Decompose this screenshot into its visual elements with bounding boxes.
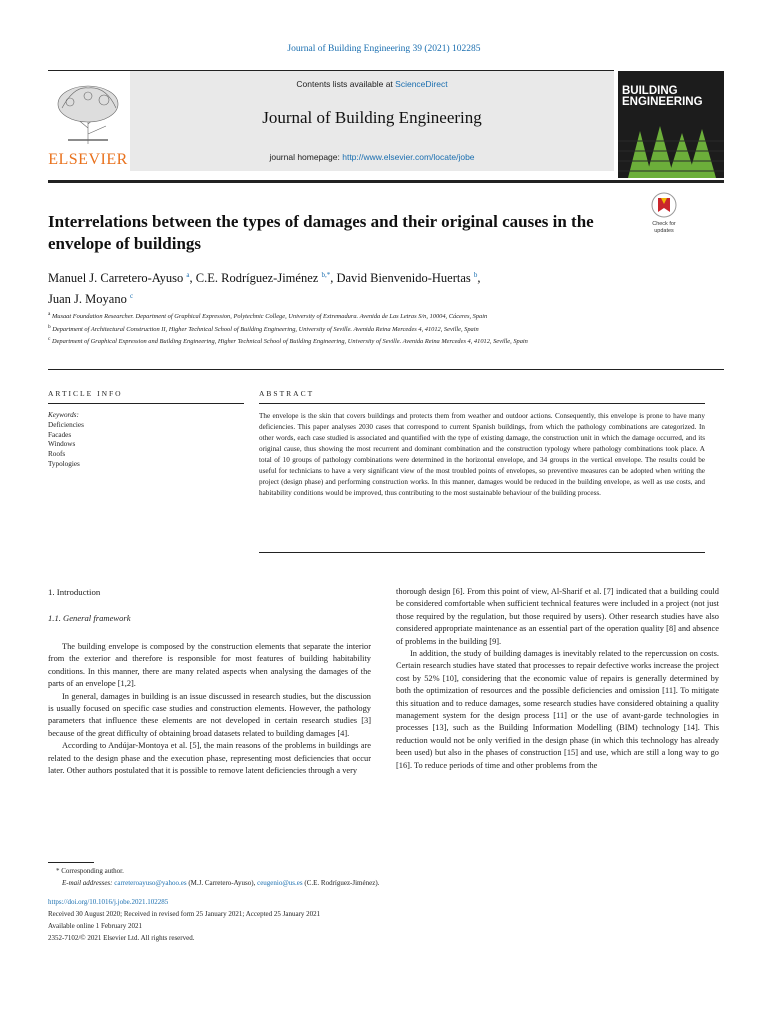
- email-link-1[interactable]: carreteroayuso@yahoo.es: [114, 879, 187, 887]
- banner-bottom-rule: [48, 180, 724, 183]
- elsevier-wordmark: ELSEVIER: [48, 151, 128, 166]
- article-title: Interrelations between the types of damages and their original causes in the envelope of buildings: [48, 212, 594, 253]
- affiliation-a: $^a$ Musaat Foundation Researcher. Department of Graphical Expression, Polytechnic College, University of Extremadura. Avenida de Las Letras S/n, 10004, Cáceres, Spain: [48, 311, 488, 321]
- paragraph: According to Andújar-Montoya et al. [5], the main reasons of the problems in buildings are related to the design phase and the execution phase, representing most deficiencies that occur later. Other authors postulated that it is possible to remove latent deficiencies through a very: [48, 741, 371, 776]
- abstract-heading: ABSTRACT: [259, 389, 315, 398]
- email-owner-1: (M.J. Carretero-Ayuso),: [186, 879, 258, 887]
- corresponding-author-note: * Corresponding author.: [56, 867, 124, 875]
- svg-text:Check for: Check for: [652, 221, 676, 227]
- author-1[interactable]: Manuel J. Carretero-Ayuso $^a$,: [48, 271, 196, 286]
- svg-text:updates: updates: [654, 228, 674, 234]
- keywords-label: Keywords:: [48, 411, 79, 419]
- homepage-line: [130, 152, 614, 162]
- keyword: Typologies: [48, 459, 80, 468]
- elsevier-tree-logo: [48, 78, 128, 166]
- affiliation-c: $^c$ Department of Graphical Expression and Building Engineering, Higher Technical School of Building Engineering, University of Seville. Avenida Reina Mercedes 4, 41012, Seville, Spain: [48, 336, 528, 346]
- article-info-heading: ARTICLE INFO: [48, 389, 123, 398]
- contents-prefix: Contents lists available at: [296, 79, 396, 89]
- email-label: E-mail addresses:: [62, 879, 115, 887]
- section-heading-introduction: 1. Introduction: [48, 587, 101, 597]
- left-column: [48, 641, 371, 777]
- paragraph: thorough design [6]. From this point of view, Al-Sharif et al. [7] indicated that a building could be considered comfortable when sufficient technical features were included in a project (not just those required by the regulation, but those required by users). Other research studies have also considered appropriate maintenance as an essential part of the operation quality [8] and absence of problems in the building [9].: [396, 587, 719, 646]
- paragraph: In addition, the study of building damages is inevitably related to the repercussion on costs. Certain research studies have stated that processes to repair defective works increase the project cost by 52% [10], considering that the economic value of repairs is generally determined by both the optimization of resources and the possible deficiencies and omission [11]. To mitigate this situation and to reduce damages, some research studies have considered obtaining a quality management system for the design process [11] or the use of avant-garde technologies in processes [13], such as the Building Information Modelling (BIM) technology [14]. This reduction would not be only verified in the design phase (in which this technology has already been used) but also in the phases of construction [15] and use, which are still a long way to go [16]. To reduce periods of time and other problems from the: [396, 649, 719, 770]
- info-rule: [48, 403, 244, 404]
- copyright-line: 2352-7102/© 2021 Elsevier Ltd. All rights reserved.: [48, 934, 195, 942]
- cover-line-1: BUILDING: [622, 85, 678, 97]
- author-3[interactable]: David Bienvenido-Huertas $^b$,: [336, 271, 481, 286]
- affiliation-b: $^b$ Department of Architectural Construction II, Higher Technical School of Building Engineering, University of Seville. Avenida Reina Mercedes 4, 41012, Seville, Spain: [48, 324, 479, 334]
- homepage-prefix: journal homepage:: [269, 152, 343, 162]
- paragraph: In general, damages in building is an issue discussed in research studies, but the discussion is usually focused on specific case studies and construction elements. However, the pathology parameters that influence these elements are not developed in certain research studies [3] because of the great difficulty of obtaining broad datasets related to building damages [4].: [48, 691, 371, 738]
- received-dates: Received 30 August 2020; Received in revised form 25 January 2021; Accepted 25 January 2021: [48, 910, 321, 918]
- author-2[interactable]: C.E. Rodríguez-Jiménez $^{b,*}$,: [195, 271, 337, 286]
- contents-line: [130, 79, 614, 89]
- cover-title: [622, 86, 722, 108]
- cover-line-2: ENGINEERING: [622, 96, 703, 108]
- footnote-rule: [48, 862, 94, 863]
- sciencedirect-link[interactable]: ScienceDirect: [395, 79, 448, 89]
- email-line: [62, 878, 379, 889]
- journal-title: Journal of Building Engineering: [262, 108, 482, 127]
- author-list: [48, 266, 678, 308]
- available-online: Available online 1 February 2021: [48, 922, 142, 930]
- email-owner-2: (C.E. Rodríguez-Jiménez).: [302, 879, 380, 887]
- keyword: Roofs: [48, 450, 66, 459]
- keyword: Windows: [48, 440, 76, 449]
- check-for-updates-icon[interactable]: [650, 192, 678, 240]
- abstract-text: The envelope is the skin that covers buildings and protects them from weather and outdoor actions. Consequently, this envelope is prone to have many deficiencies. This paper analyses 2030 cases that correspond to current Spanish buildings, from which the pathology combinations are categorized. In other words, each case studied is associated and quantified with the type of existing damage, the construction unit in which the damage occurred, and its original cause, thus showing the most recurrent and dominant combination and the construction typology where pathology combinations took place. A total of 10 groups of pathology combinations were determined in the horizontal envelope, and 34 groups in the vertical envelope. The results could be useful for technicians to have a very significant view of the most troubled points of envelopes, so preventive measures can be adopted when writing the project (design phase) and performing construction works. In this manner, damages would be reduced in the building envelope, as well as use costs, and habitability conditions would be improved, thus contributing to the most sustainable behaviour of the building process.: [259, 412, 705, 497]
- keyword: Facades: [48, 430, 72, 439]
- keywords-block: [48, 411, 84, 470]
- info-top-rule: [48, 369, 724, 370]
- email-link-2[interactable]: ceugenio@us.es: [257, 879, 303, 887]
- running-header[interactable]: Journal of Building Engineering 39 (2021) 102285: [287, 44, 481, 54]
- abstract-bottom-rule: [259, 552, 705, 553]
- homepage-link[interactable]: http://www.elsevier.com/locate/jobe: [342, 152, 475, 162]
- subsection-heading: 1.1. General framework: [48, 613, 131, 623]
- paragraph: The building envelope is composed by the construction elements that separate the interior from the exterior and therefore is responsible for most features of building habitability conditions. In this manner, there are many related aspects when analysing the damages of the parts of an envelope [1,2].: [48, 642, 371, 689]
- keyword: Deficiencies: [48, 420, 84, 429]
- right-column: [396, 586, 719, 772]
- doi-link[interactable]: https://doi.org/10.1016/j.jobe.2021.102285: [48, 898, 169, 906]
- abstract-rule: [259, 403, 705, 404]
- author-4[interactable]: Juan J. Moyano $^c$: [48, 292, 134, 307]
